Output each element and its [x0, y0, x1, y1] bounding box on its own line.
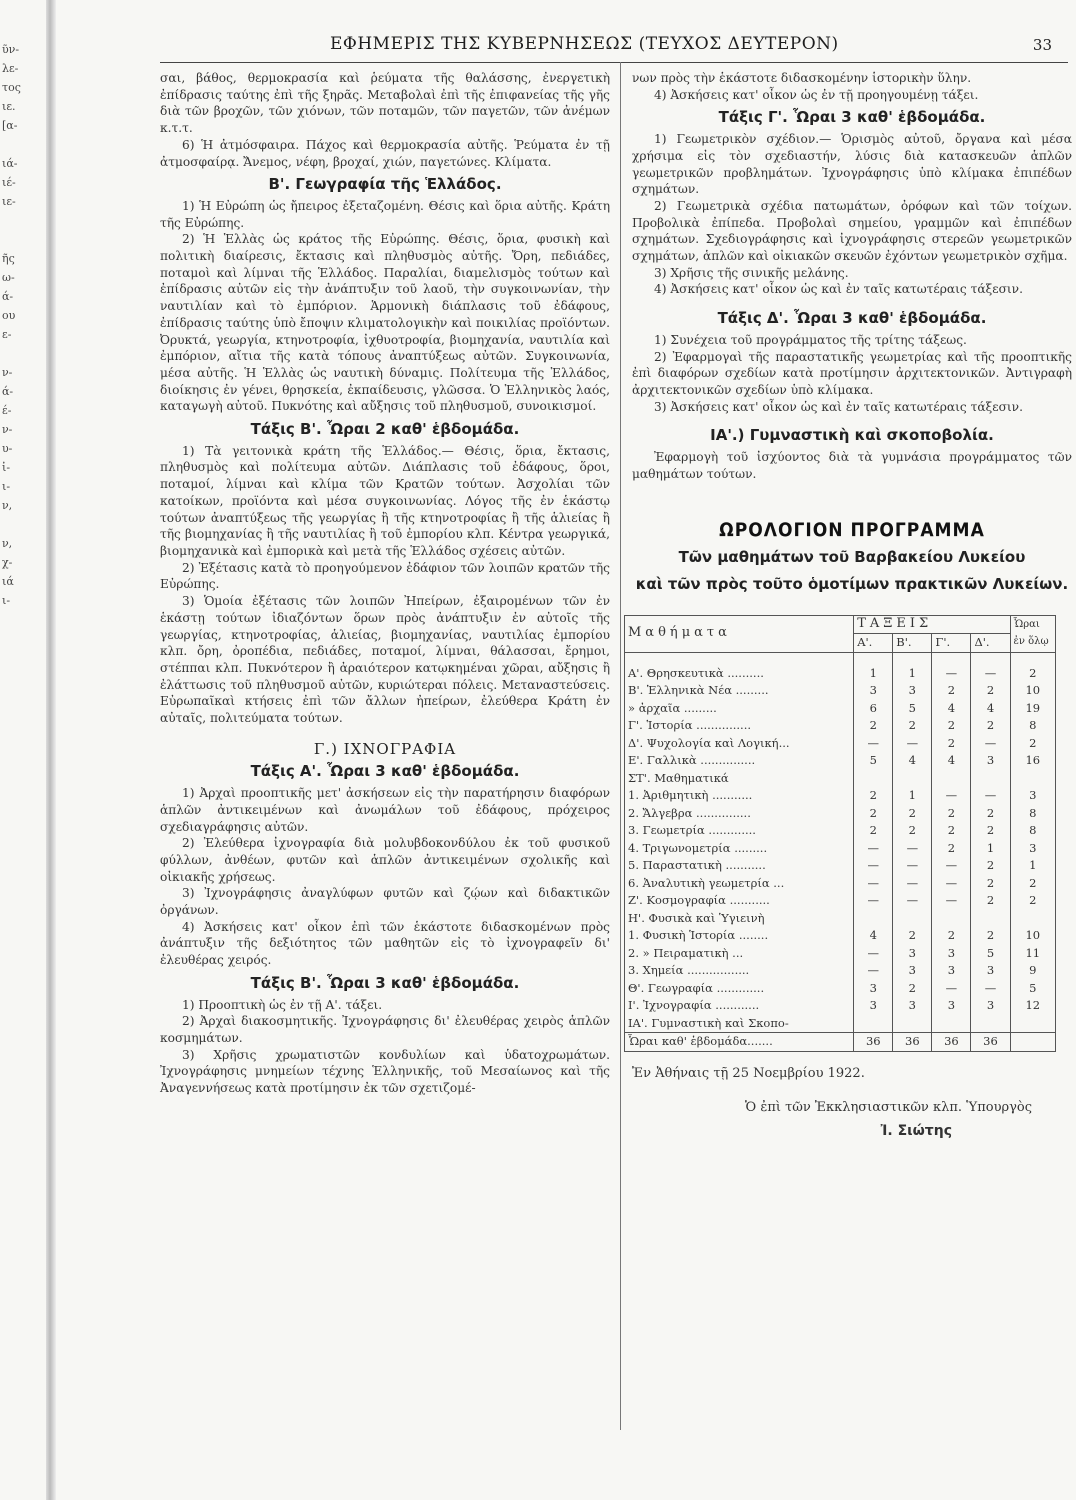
hours-cell — [893, 910, 932, 928]
margin-fragment: ν- — [2, 423, 13, 436]
hours-cell: — — [893, 840, 932, 858]
date-line: Ἐν Ἀθήναις τῇ 25 Νοεμβρίου 1922. — [632, 1065, 865, 1081]
margin-fragment — [2, 344, 42, 363]
subject-cell: 6. Ἀναλυτικὴ γεωμετρία ... — [625, 875, 854, 893]
header-rule — [160, 62, 1068, 63]
class-heading: Τάξις Β'. Ὧραι 2 καθ' ἑβδομάδα. — [250, 420, 520, 439]
hours-cell: — — [893, 857, 932, 875]
paragraph: 3) Ὁμοία ἐξέτασις τῶν λοιπῶν Ἠπείρων, ἐξαιρομένων τῶν ἐν ἑκάστῃ τούτων ἰδιαζόντων ὅρων πρὸς ἀνάπτυξιν ἐν αὐτοῖς τῆς γεωργίας, κτηνοτροφίας, ἁλιείας, βιομηχανίας, ναυτιλίας ἐμπορίου κλπ. ὄρη, ὀροπέδια, πεδιάδες, ποταμοί, λίμναι, θάλασσαι, ἔρημοι, στέππαι κλπ. Πυκνότερον ἢ ἀραιότερον κατῳκημέναι χῶραι, αὔξησις ἢ ἐλάττωσις τοῦ πληθυσμοῦ αὐτῶν, κυριώτεραι πόλεις. Μεταναστεύσεις. Εὐρωπαῖκαὶ κτήσεις ἐπὶ τῶν ἄλλων ἠπείρων, ἐλεύθερα Κράτη ἐν αὐταῖς, πολιτεύματα τούτων. — [160, 594, 610, 726]
hours-cell: 6 — [854, 700, 893, 718]
subject-cell: 2. » Πειραματικὴ ... — [625, 945, 854, 963]
total-hours-cell: 8 — [1010, 822, 1055, 840]
subject-cell: » ἀρχαῖα ......... — [625, 700, 854, 718]
margin-fragment: ν- — [2, 366, 13, 379]
hours-cell: 2 — [971, 892, 1010, 910]
hours-cell: 3 — [854, 997, 893, 1015]
total-hours-cell — [1010, 1015, 1055, 1033]
margin-fragment: χ- — [2, 556, 13, 569]
paragraph: 1) Γεωμετρικὸν σχέδιον.— Ὁρισμὸς αὐτοῦ, ὄργανα καὶ μέσα χρήσιμα εἰς τὸν σχεδιαστήν, λύσις διὰ κατασκευῶν ἁπλῶν γεωμετρικῶν προβλημάτων. Ἰχνογράφησις ὑπὸ κλίμακα ἐπιπέδων σχημάτων. — [632, 132, 1072, 197]
subject-cell: ΙΑ'. Γυμναστικὴ καὶ Σκοπο- — [625, 1015, 854, 1033]
column-divider — [620, 62, 621, 1430]
margin-fragment: ι- — [2, 480, 11, 493]
hours-cell: 1 — [893, 787, 932, 805]
hours-cell: 2 — [932, 840, 971, 858]
hours-cell: 3 — [932, 962, 971, 980]
hours-cell: 2 — [854, 787, 893, 805]
hours-cell: — — [971, 735, 1010, 753]
table-row — [625, 1033, 1056, 1052]
margin-fragment: ου — [2, 309, 16, 322]
subject-cell: 3. Χημεία ................. — [625, 962, 854, 980]
total-hours-cell: 3 — [1010, 787, 1055, 805]
hours-cell — [932, 770, 971, 788]
hours-cell — [893, 1015, 932, 1033]
hours-cell — [971, 910, 1010, 928]
hours-cell: 1 — [893, 652, 932, 682]
margin-fragment: ῦν- — [2, 43, 20, 56]
subject-cell: Ὧραι καθ' ἑβδομάδα....... — [625, 1033, 854, 1052]
hours-cell: 2 — [854, 805, 893, 823]
hours-cell: 36 — [971, 1033, 1010, 1052]
subject-cell: Θ'. Γεωγραφία ............. — [625, 980, 854, 998]
total-hours-cell: 12 — [1010, 997, 1055, 1015]
table-row — [625, 1015, 1056, 1033]
table-row — [625, 910, 1056, 928]
hours-cell: 3 — [971, 752, 1010, 770]
total-hours-cell: 9 — [1010, 962, 1055, 980]
page-number: 33 — [1032, 36, 1052, 54]
margin-fragment: έ- — [2, 404, 12, 417]
signatory-role: Ὁ ἐπὶ τῶν Ἐκκλησιαστικῶν κλπ. Ὑπουργὸς — [745, 1100, 1032, 1116]
paragraph: 6) Ἡ ἀτμόσφαιρα. Πάχος καὶ θερμοκρασία αὐτῆς. Ῥεύματα ἐν τῇ ἀτμοσφαίρᾳ. Ἄνεμος, νέφη, βροχαί, χιών, παγετώνες. Κλίματα. — [160, 137, 610, 169]
paragraph: 1) Τὰ γειτονικὰ κράτη τῆς Ἑλλάδος.— Θέσις, ὅρια, ἔκτασις, πληθυσμὸς καὶ πολίτευμα αὐτῶν. Διάπλασις τοῦ ἐδάφους, ὅροι, ποταμοί, λίμναι καὶ κλίμα τῶν Κρατῶν τούτων. Ἀσχολίαι τῶν κατοίκων, προϊόντα καὶ μέσα συγκοινωνίας. Λόγος τῆς ἐν ἑκάστῳ τούτων ἀναπτύξεως τῆς γεωργίας ἢ τῆς κτηνοτροφίας ἢ τῆς ἁλιείας ἢ τῆς βιομηχανίας ἢ τῆς ναυτιλίας ἢ τοῦ ἐμπορίου κλπ. Κέντρα γεωργικά, βιομηχανικὰ καὶ ἐμπορικὰ καὶ μετὰ τῆς Ἑλλάδος σχέσεις αὐτῶν. — [160, 443, 610, 558]
hours-cell: 2 — [893, 822, 932, 840]
subject-cell: 1. Ἀριθμητικὴ ........... — [625, 787, 854, 805]
section-heading: Β'. Γεωγραφία τῆς Ἑλλάδος. — [268, 175, 502, 194]
hours-cell: 2 — [932, 682, 971, 700]
paragraph: 2) Ἐλεύθερα ἰχνογραφία διὰ μολυβδοκονδύλου ἐκ τοῦ φυσικοῦ φύλλων, ἀνθέων, φυτῶν καὶ ἁπλῶν ἀντικειμένων σχολικῆς καὶ οἰκιακῆς χρήσεως. — [160, 836, 610, 884]
classes-header: ΤΑΞΕΙΣ — [854, 615, 1010, 634]
subject-cell: 2. Ἄλγεβρα ............... — [625, 805, 854, 823]
hours-cell: 3 — [932, 945, 971, 963]
hours-cell: 3 — [893, 962, 932, 980]
margin-fragment: ά- — [2, 385, 14, 398]
paragraph: 2) Ἐφαρμογαὶ τῆς παραστατικῆς γεωμετρίας καὶ τῆς προοπτικῆς ἐπὶ διαφόρων σχεδίων κατὰ προτίμησιν ἀρχιτεκτονικῶν. Ἀντιγραφὴ ἀρχιτεκτονικῶν σχεδίων ὑπὸ κλίμακα. — [632, 349, 1072, 397]
hours-cell: 2 — [932, 822, 971, 840]
paragraph: 3) Ἀσκήσεις κατ' οἶκον ὡς καὶ ἐν ταῖς κατωτέραις τάξεσιν. — [654, 399, 1023, 414]
hours-cell: — — [932, 892, 971, 910]
total-hours-cell: 19 — [1010, 700, 1055, 718]
hours-cell — [971, 1015, 1010, 1033]
paragraph: νων πρὸς τὴν ἑκάστοτε διδασκομένην ἱστορικὴν ὕλην. — [632, 71, 972, 85]
table-row — [625, 927, 1056, 945]
subject-cell: 4. Τριγωνομετρία ......... — [625, 840, 854, 858]
signatory-name: Ἰ. Σιώτης — [880, 1122, 952, 1139]
hours-cell: 3 — [932, 997, 971, 1015]
paragraph: Ἐφαρμογὴ τοῦ ἰσχύοντος διὰ τὰ γυμνάσια προγράμματος τῶν μαθημάτων τούτων. — [632, 450, 1072, 481]
subject-cell: Δ'. Ψυχολογία καὶ Λογική... — [625, 735, 854, 753]
total-hours-cell: 5 — [1010, 980, 1055, 998]
total-hours-cell: 3 — [1010, 840, 1055, 858]
hours-cell: — — [932, 980, 971, 998]
timetable-body — [625, 652, 1056, 1051]
table-row — [625, 945, 1056, 963]
left-margin-fragments — [2, 40, 42, 610]
table-row — [625, 822, 1056, 840]
margin-fragment — [2, 135, 42, 154]
total-hours-cell: 8 — [1010, 717, 1055, 735]
margin-fragment: ε- — [2, 328, 12, 341]
margin-fragment: ά- — [2, 290, 14, 303]
margin-fragment — [2, 515, 42, 534]
hours-cell — [854, 770, 893, 788]
hours-cell: 5 — [971, 945, 1010, 963]
hours-cell: 2 — [971, 857, 1010, 875]
hours-cell: 5 — [854, 752, 893, 770]
margin-fragment: τος — [2, 81, 21, 94]
total-hours-cell — [1010, 910, 1055, 928]
hours-cell: 2 — [932, 735, 971, 753]
total-hours-cell: 2 — [1010, 735, 1055, 753]
table-row — [625, 980, 1056, 998]
total-hours-cell — [1010, 1033, 1055, 1052]
subject-cell: 1. Φυσικὴ Ἱστορία ........ — [625, 927, 854, 945]
paragraph: 2) Ἐξέτασις κατὰ τὸ προηγούμενον ἐδάφιον τῶν λοιπῶν κρατῶν τῆς Εὐρώπης. — [160, 560, 610, 592]
right-column — [628, 70, 1072, 1140]
class-col-header: Δ'. — [971, 634, 1010, 653]
paragraph: 2) Ἀρχαὶ διακοσμητικῆς. Ἰχνογράφησις δι' ἐλευθέρας χειρὸς ἁπλῶν κοσμημάτων. — [160, 1014, 610, 1045]
hours-cell: — — [854, 892, 893, 910]
paragraph: 2) Γεωμετρικὰ σχέδια πατωμάτων, ὀρόφων καὶ τῶν τοίχων. Προβολικὰ ἐπίπεδα. Προβολαὶ σημείου, γραμμῶν καὶ ἐπιπέδων σχημάτων. Σχεδιογράφησις καὶ ἰχνογράφησις στερεῶν γεωμετρικῶν σχημάτων, ἁπλῶν καὶ οἰκιακῶν σκευῶν ἐχόντων γεωμετρικὸν σχῆμα. — [632, 198, 1072, 264]
hours-cell: 2 — [932, 805, 971, 823]
schedule-subtitle: Τῶν μαθημάτων τοῦ Βαρβακείου Λυκείου — [678, 548, 1026, 567]
paragraph: 2) Ἡ Ἑλλὰς ὡς κράτος τῆς Εὐρώπης. Θέσις, ὅρια, φυσικὴ καὶ πολιτικὴ διαίρεσις, ἔκτασις καὶ πληθυσμὸς αὐτῆς. Ὄρη, πεδιάδες, ποταμοὶ καὶ λίμναι τῆς Ἑλλάδος. Παραλίαι, διαμελισμὸς τούτων καὶ ἐπίδρασις αὐτῶν εἰς τὴν ἀνάπτυξιν τοῦ λαοῦ, τὴν συγκοινωνίαν, τὴν ναυτιλίαν καὶ τὸ ἐμπόριον. Ἁρμονικὴ διάπλασις τοῦ ἐδάφους, ἐπίδρασις ταύτης ὑπὸ ἔποψιν κλιματολογικὴν καὶ ποικιλίας προϊόντων. Ὀρυκτά, γεωργία, κτηνοτροφία, ἰχθυοτροφία, βιομηχανία, ναυτιλία καὶ ἐμπόριον, αἴτια τῆς κατὰ τόπους ἀναπτύξεως αὐτῶν. Συγκοινωνία, μέσα αὐτῆς. Ἡ Ἑλλὰς ὡς ναυτικὴ δύναμις. Πολίτευμα τῆς Ἑλλάδος, διοίκησις ἐν γένει, θρησκεία, ἐκπαίδευσις, γλῶσσα. Ὁ Ἑλληνικὸς λαός, καταγωγὴ αὐτοῦ. Πυκνότης καὶ αὔξησις τοῦ πληθυσμοῦ, συνοικισμοί. — [160, 232, 610, 414]
subject-cell: ΣΤ'. Μαθηματικά — [625, 770, 854, 788]
class-heading: Τάξις Δ'. Ὧραι 3 καθ' ἑβδομάδα. — [717, 309, 987, 328]
margin-fragment: ιε- — [2, 195, 16, 208]
hours-cell: — — [893, 735, 932, 753]
hours-cell: 3 — [854, 682, 893, 700]
schedule-subtitle: καὶ τῶν πρὸς τοῦτο ὁμοτίμων πρακτικῶν Λυκείων. — [635, 574, 1069, 593]
margin-fragment: ν, — [2, 499, 13, 512]
table-row — [625, 752, 1056, 770]
hours-cell: 2 — [932, 717, 971, 735]
hours-cell: 2 — [893, 980, 932, 998]
hours-cell: 1 — [971, 840, 1010, 858]
paragraph: 4) Ἀσκήσεις κατ' οἶκον ὡς ἐν τῇ προηγουμένῃ τάξει. — [654, 87, 979, 102]
hours-cell — [932, 1015, 971, 1033]
margin-fragment: ιά — [2, 575, 14, 588]
hours-cell: 2 — [893, 717, 932, 735]
hours-cell: 2 — [971, 875, 1010, 893]
table-row — [625, 997, 1056, 1015]
schedule-title: ΩΡΟΛΟΓΙΟΝ ΠΡΟΓΡΑΜΜΑ — [719, 519, 985, 542]
margin-fragment: ιέ- — [2, 176, 16, 189]
paragraph: 4) Ἀσκήσεις κατ' οἶκον ἐπὶ τῶν ἑκάστοτε διδασκομένων πρὸς ἀνάπτυξιν τῆς δεξιότητος τῶν μαθητῶν εἰς τὸ ἰχνογραφεῖν δι' ἐλευθέρας χειρός. — [160, 919, 610, 968]
total-hours-cell: 2 — [1010, 875, 1055, 893]
page-header-title: ΕΦΗΜΕΡΙΣ ΤΗΣ ΚΥΒΕΡΝΗΣΕΩΣ (ΤΕΥΧΟΣ ΔΕΥΤΕΡΟΝ) — [330, 34, 839, 54]
hours-cell: — — [932, 787, 971, 805]
class-heading: Τάξις Β'. Ὧραι 3 καθ' ἑβδομάδα. — [250, 973, 520, 992]
hours-cell: — — [971, 652, 1010, 682]
paragraph: 1) Ἡ Εὐρώπη ὡς ἤπειρος ἐξεταζομένη. Θέσις καὶ ὅρια αὐτῆς. Κράτη τῆς Εὐρώπης. — [160, 198, 610, 230]
table-row — [625, 962, 1056, 980]
margin-fragment — [2, 230, 42, 249]
hours-cell: 4 — [893, 752, 932, 770]
left-column — [160, 70, 610, 1097]
hours-cell: — — [932, 875, 971, 893]
hours-cell: 4 — [854, 927, 893, 945]
hours-cell: — — [854, 945, 893, 963]
table-row — [625, 892, 1056, 910]
section-heading: ΙΑ'.) Γυμναστικὴ καὶ σκοποβολία. — [710, 426, 994, 445]
class-heading: Τάξις Γ'. Ὧραι 3 καθ' ἑβδομάδα. — [718, 108, 986, 127]
paragraph: 1) Ἀρχαὶ προοπτικῆς μετ' ἀσκήσεων εἰς τὴν παρατήρησιν διαφόρων ἁπλῶν ἀντικειμένων καὶ ἀνωμάλων τοῦ ἐδάφους, πρόχειρος σχεδιαγράφησις αὐτῶν. — [160, 786, 610, 834]
hours-cell — [971, 770, 1010, 788]
hours-cell: — — [854, 875, 893, 893]
subject-cell: Α'. Θρησκευτικὰ .......... — [625, 652, 854, 682]
total-hours-cell: 8 — [1010, 805, 1055, 823]
hours-cell: 3 — [893, 997, 932, 1015]
total-hours-cell: 16 — [1010, 752, 1055, 770]
class-col-header: Α'. — [854, 634, 893, 653]
table-row — [625, 652, 1056, 682]
hours-cell — [854, 910, 893, 928]
hours-cell: — — [971, 980, 1010, 998]
margin-fragment: ω- — [2, 271, 15, 284]
class-col-header: Β'. — [893, 634, 932, 653]
hours-cell: — — [854, 857, 893, 875]
class-col-header: Γ'. — [932, 634, 971, 653]
hours-cell: 36 — [854, 1033, 893, 1052]
hours-cell: 3 — [971, 962, 1010, 980]
hours-cell: 4 — [971, 700, 1010, 718]
margin-fragment: υ- — [2, 442, 13, 455]
hours-cell: — — [932, 857, 971, 875]
table-row — [625, 840, 1056, 858]
page-header — [330, 34, 1070, 62]
margin-fragment: λε- — [2, 62, 19, 75]
subject-cell: Γ'. Ἱστορία ............... — [625, 717, 854, 735]
total-hours-cell: 2 — [1010, 652, 1055, 682]
table-row — [625, 787, 1056, 805]
hours-cell: — — [971, 787, 1010, 805]
subject-cell: 5. Παραστατικὴ ........... — [625, 857, 854, 875]
subject-cell: Η'. Φυσικὰ καὶ Ὑγιεινὴ — [625, 910, 854, 928]
subject-cell: Β'. Ἑλληνικὰ Νέα ......... — [625, 682, 854, 700]
binding-shadow — [46, 0, 56, 1500]
hours-cell: 2 — [971, 927, 1010, 945]
total-hours-cell: 10 — [1010, 682, 1055, 700]
hours-cell: 4 — [932, 752, 971, 770]
hours-cell: 3 — [893, 945, 932, 963]
paragraph: σαι, βάθος, θερμοκρασία καὶ ῥεύματα τῆς θαλάσσης, ἐνεργετικὴ ἐπίδρασις ταύτης ἐπὶ τῆς ξηρᾶς. Μεταβολαὶ ἐπὶ τῆς ἐπιφανείας τῆς γῆς διὰ τῶν βροχῶν, τῶν χιόνων, τῶν ποταμῶν, τῶν παγετῶν, τῶν ἀνέμων κ.τ.τ. — [160, 71, 610, 136]
hours-cell: 2 — [971, 805, 1010, 823]
margin-fragment: ν, — [2, 537, 13, 550]
hours-cell: 4 — [932, 700, 971, 718]
table-row — [625, 700, 1056, 718]
margin-fragment: ι- — [2, 594, 11, 607]
subject-cell: 3. Γεωμετρία ............. — [625, 822, 854, 840]
hours-cell: 2 — [971, 717, 1010, 735]
hours-cell: 1 — [854, 652, 893, 682]
hours-cell — [932, 910, 971, 928]
hours-cell: 2 — [893, 805, 932, 823]
paragraph: 1) Προοπτικὴ ὡς ἐν τῇ Α'. τάξει. — [182, 997, 383, 1012]
subject-header: Μαθήματα — [625, 615, 854, 652]
margin-fragment: [α- — [2, 119, 18, 132]
paragraph: 1) Συνέχεια τοῦ προγράμματος τῆς τρίτης τάξεως. — [654, 332, 967, 347]
hours-cell: 2 — [854, 822, 893, 840]
total-header: Ὧραι ἐν ὅλῳ — [1010, 615, 1055, 652]
hours-cell: 2 — [971, 822, 1010, 840]
hours-cell: — — [854, 962, 893, 980]
subject-cell: Ι'. Ἰχνογραφία ............ — [625, 997, 854, 1015]
paragraph: 3) Χρῆσις τῆς σινικῆς μελάνης. — [654, 265, 849, 280]
hours-cell: 2 — [893, 927, 932, 945]
margin-fragment: ιε. — [2, 100, 16, 113]
hours-cell: 36 — [893, 1033, 932, 1052]
hours-cell: 2 — [854, 717, 893, 735]
hours-cell: — — [932, 652, 971, 682]
hours-cell: 2 — [971, 682, 1010, 700]
hours-cell: 36 — [932, 1033, 971, 1052]
margin-fragment: ῆς — [2, 252, 15, 265]
table-row — [625, 857, 1056, 875]
total-hours-cell: 10 — [1010, 927, 1055, 945]
margin-fragment: ιά- — [2, 157, 18, 170]
hours-cell: — — [893, 875, 932, 893]
hours-cell — [854, 1015, 893, 1033]
table-row — [625, 682, 1056, 700]
hours-cell: 2 — [932, 927, 971, 945]
hours-cell: — — [893, 892, 932, 910]
paragraph: 3) Χρῆσις χρωματιστῶν κονδυλίων καὶ ὑδατοχρωμάτων. Ἰχνογράφησις μνημείων τέχνης Ἑλληνικῆς, τοῦ Μεσαίωνος καὶ τῆς Ἀναγεννήσεως κατὰ προτίμησιν ἐκ τῶν σχετιζομέ- — [160, 1047, 610, 1096]
total-hours-cell: 2 — [1010, 892, 1055, 910]
margin-fragment — [2, 211, 42, 230]
table-row — [625, 875, 1056, 893]
hours-cell: 3 — [893, 682, 932, 700]
subject-cell: Ζ'. Κοσμογραφία ........... — [625, 892, 854, 910]
paragraph: 4) Ἀσκήσεις κατ' οἶκον ὡς καὶ ἐν ταῖς κατωτέραις τάξεσιν. — [654, 282, 1023, 297]
table-row — [625, 770, 1056, 788]
hours-cell: 3 — [854, 980, 893, 998]
total-hours-cell: 1 — [1010, 857, 1055, 875]
hours-cell: — — [854, 735, 893, 753]
hours-cell — [893, 770, 932, 788]
hours-cell: 5 — [893, 700, 932, 718]
table-row — [625, 717, 1056, 735]
total-hours-cell: 11 — [1010, 945, 1055, 963]
timetable — [624, 615, 1056, 1052]
hours-cell: 3 — [971, 997, 1010, 1015]
table-row — [625, 805, 1056, 823]
class-heading: Τάξις Α'. Ὧραι 3 καθ' ἑβδομάδα. — [250, 762, 520, 781]
subject-cell: Ε'. Γαλλικὰ ............... — [625, 752, 854, 770]
hours-cell: — — [854, 840, 893, 858]
table-row — [625, 735, 1056, 753]
total-hours-cell — [1010, 770, 1055, 788]
margin-fragment: ἰ- — [2, 461, 11, 474]
section-heading: Γ.) ΙΧΝΟΓΡΑΦΙΑ — [313, 739, 457, 758]
paragraph: 3) Ἰχνογράφησις ἀναγλύφων φυτῶν καὶ ζῴων καὶ διδακτικῶν ὀργάνων. — [160, 886, 610, 918]
